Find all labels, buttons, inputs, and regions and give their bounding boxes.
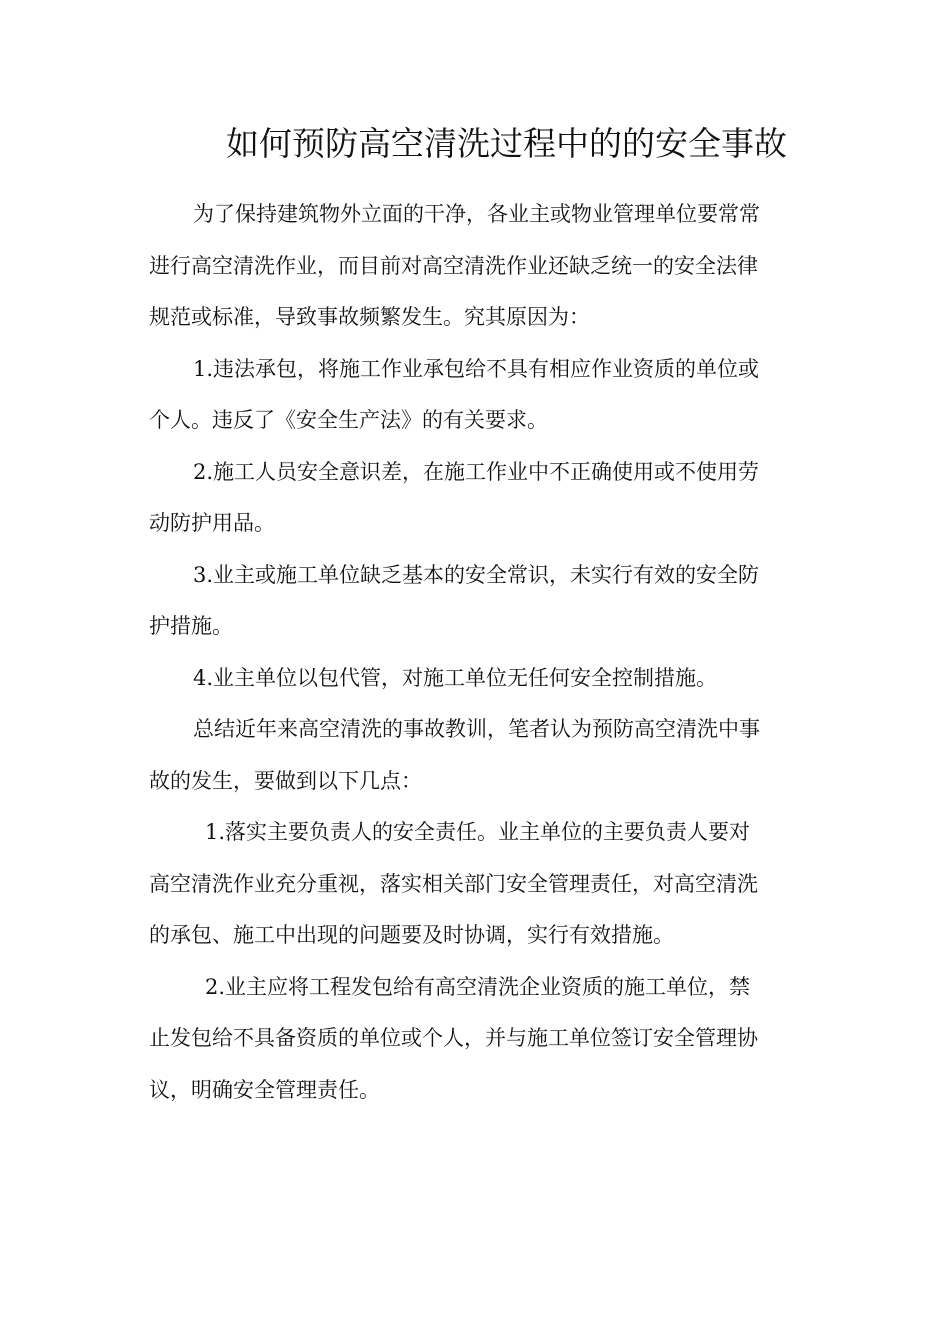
paragraph-line: 议，明确安全管理责任。 (149, 1077, 380, 1102)
paragraph-line: 个人。违反了《安全生产法》的有关要求。 (149, 408, 548, 432)
paragraph-line: 护措施。 (149, 614, 233, 638)
paragraph-line: 3.业主或施工单位缺乏基本的安全常识，未实行有效的安全防 (193, 562, 760, 587)
paragraph-line: 规范或标准，导致事故频繁发生。究其原因为： (149, 305, 590, 329)
document-body (149, 189, 801, 1116)
paragraph-line: 为了保持建筑物外立面的干净，各业主或物业管理单位要常常 (193, 202, 760, 226)
paragraph-line: 2.施工人员安全意识差，在施工作业中不正确使用或不使用劳 (193, 459, 760, 484)
paragraph-line: 2.业主应将工程发包给有高空清洗企业资质的施工单位，禁 (205, 974, 751, 999)
document-title: 如何预防高空清洗过程中的的安全事故 (226, 124, 787, 163)
paragraph-line: 动防护用品。 (149, 511, 275, 535)
paragraph-line: 1.落实主要负责人的安全责任。业主单位的主要负责人要对 (205, 820, 751, 844)
paragraph-line: 故的发生，要做到以下几点： (149, 768, 422, 793)
paragraph-line: 高空清洗作业充分重视，落实相关部门安全管理责任，对高空清洗 (149, 871, 758, 896)
paragraph-line: 进行高空清洗作业，而目前对高空清洗作业还缺乏统一的安全法律 (149, 253, 758, 278)
paragraph-line: 止发包给不具备资质的单位或个人，并与施工单位签订安全管理协 (149, 1026, 758, 1050)
paragraph-line: 总结近年来高空清洗的事故教训，笔者认为预防高空清洗中事 (193, 717, 760, 741)
paragraph-line: 4.业主单位以包代管，对施工单位无任何安全控制措施。 (193, 665, 718, 690)
paragraph-line: 的承包、施工中出现的问题要及时协调，实行有效措施。 (149, 923, 674, 947)
paragraph-line: 1.违法承包，将施工作业承包给不具有相应作业资质的单位或 (193, 356, 760, 381)
